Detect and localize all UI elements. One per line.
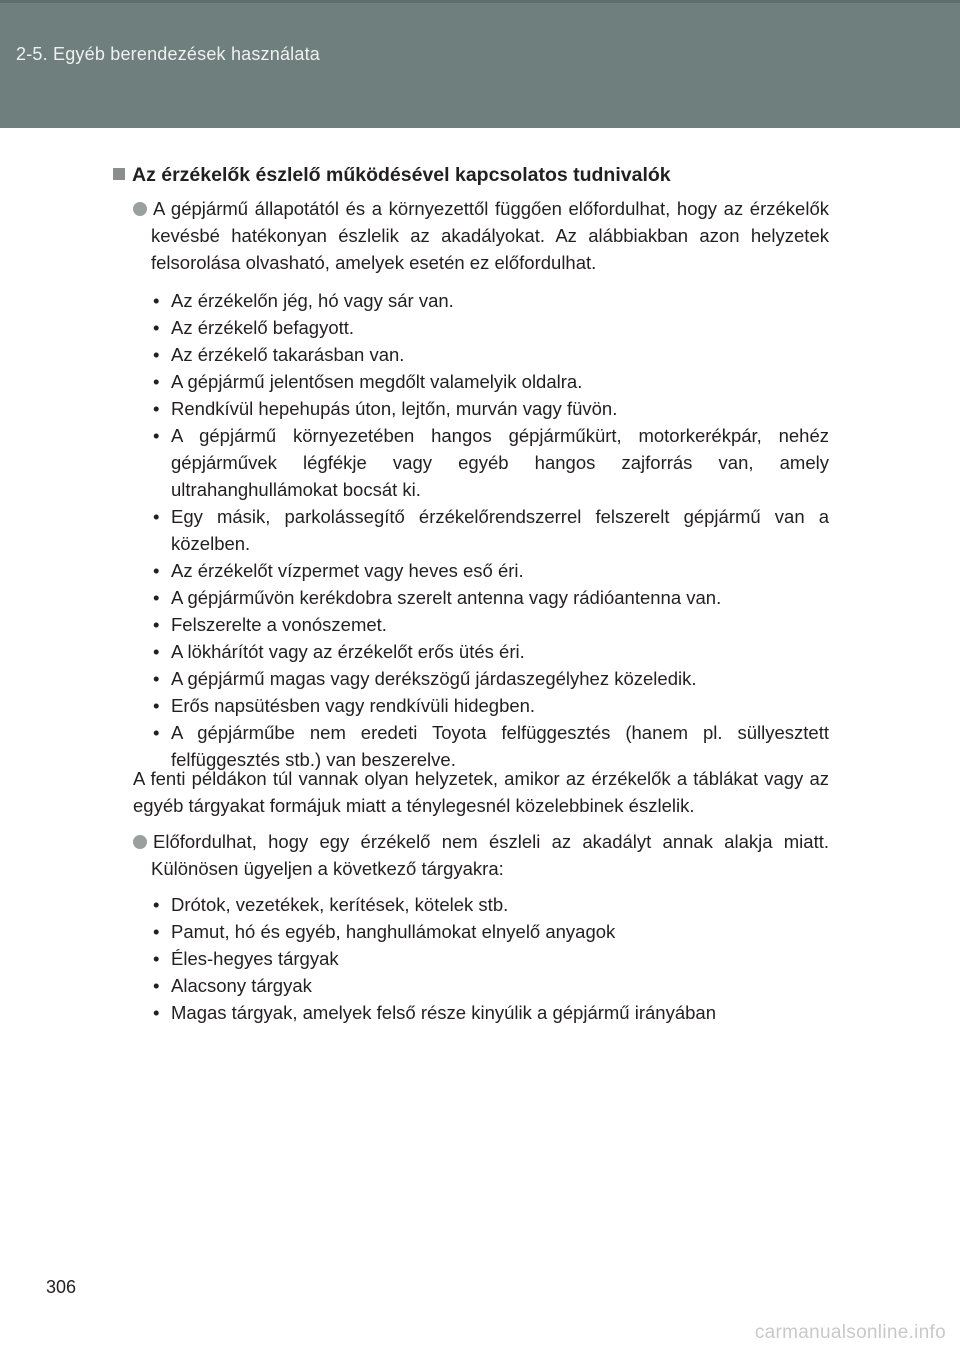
list-item: • A gépjármű magas vagy derékszögű járdaszegélyhez közeledik.: [153, 665, 829, 692]
list-item: • Éles-hegyes tárgyak: [153, 945, 829, 972]
list-item: • Felszerelte a vonószemet.: [153, 611, 829, 638]
point-1-bullet-list: [153, 287, 829, 773]
section-heading: [113, 164, 671, 187]
point-2: [133, 828, 829, 882]
header-top-line: [0, 0, 960, 3]
point-1: [133, 195, 829, 276]
list-item: • A gépjárművön kerékdobra szerelt antenna vagy rádióantenna van.: [153, 584, 829, 611]
circle-bullet-icon: [133, 835, 147, 849]
list-item: • Magas tárgyak, amelyek felső része kinyúlik a gépjármű irányában: [153, 999, 829, 1026]
list-item: • Pamut, hó és egyéb, hanghullámokat elnyelő anyagok: [153, 918, 829, 945]
list-item: • Az érzékelőt vízpermet vagy heves eső éri.: [153, 557, 829, 584]
list-item: • Erős napsütésben vagy rendkívüli hidegben.: [153, 692, 829, 719]
point-1-paragraph: [133, 195, 829, 276]
list-item: • A gépjárműbe nem eredeti Toyota felfüggesztés (hanem pl. süllyesztett felfüggesztés stb.) van beszerelve.: [153, 719, 829, 773]
list-item: • Az érzékelő takarásban van.: [153, 341, 829, 368]
square-bullet-icon: [113, 168, 125, 180]
point-2-text: Előfordulhat, hogy egy érzékelő nem észleli az akadályt annak alakja miatt. Különösen ügyeljen a következő tárgyakra:: [151, 831, 829, 879]
list-item: • Drótok, vezetékek, kerítések, kötelek stb.: [153, 891, 829, 918]
list-item: • A lökhárítót vagy az érzékelőt erős ütés éri.: [153, 638, 829, 665]
page-number: 306: [46, 1277, 77, 1297]
point-2-bullet-list: [153, 891, 829, 1026]
header-band: [0, 0, 960, 128]
point-1-note: A fenti példákon túl vannak olyan helyzetek, amikor az érzékelők a táblákat vagy az egyéb tárgyakat formájuk miatt a ténylegesnél közelebbinek észlelik.: [133, 768, 829, 816]
section-heading-text: Az érzékelők észlelő működésével kapcsolatos tudnivalók: [132, 164, 671, 186]
point-2-paragraph: [133, 828, 829, 882]
list-item: • Az érzékelőn jég, hó vagy sár van.: [153, 287, 829, 314]
list-item: • Egy másik, parkolássegítő érzékelőrendszerrel felszerelt gépjármű van a közelben.: [153, 503, 829, 557]
list-item: • Rendkívül hepehupás úton, lejtőn, murván vagy füvön.: [153, 395, 829, 422]
circle-bullet-icon: [133, 202, 147, 216]
point-1-text: A gépjármű állapotától és a környezettől függően előfordulhat, hogy az érzékelők kevésbé hatékonyan észlelik az akadályokat. Az alábbiakban azon helyzetek felsorolása olvasható, amelyek esetén ez előfordulhat.: [151, 198, 829, 273]
list-item: • Az érzékelő befagyott.: [153, 314, 829, 341]
list-item: • Alacsony tárgyak: [153, 972, 829, 999]
list-item: • A gépjármű jelentősen megdőlt valamelyik oldalra.: [153, 368, 829, 395]
section-label: 2-5. Egyéb berendezések használata: [16, 44, 321, 64]
list-item: • A gépjármű környezetében hangos gépjárműkürt, motorkerékpár, nehéz gépjárművek légfékje vagy egyéb hangos zajforrás van, amely ultrahanghullámokat bocsát ki.: [153, 422, 829, 503]
watermark: carmanualsonline.info: [754, 1322, 946, 1343]
